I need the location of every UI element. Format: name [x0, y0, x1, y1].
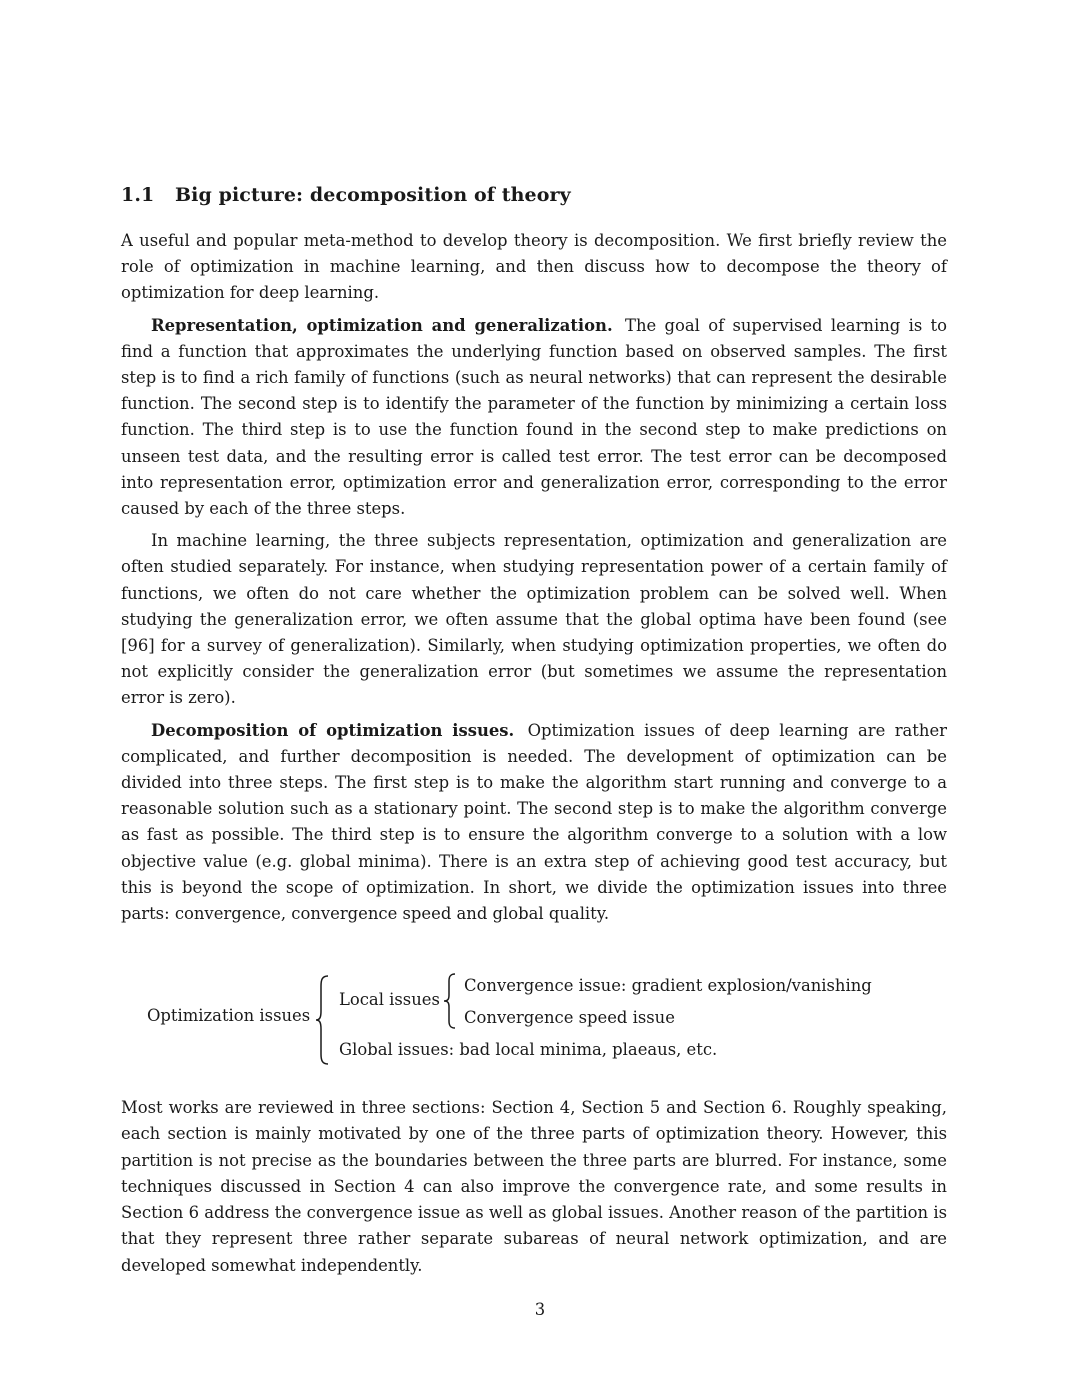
inner-brace: [442, 973, 458, 1029]
machine-learning-paragraph: In machine learning, the three subjects representation, optimization and generalization are often studied separately. For instance, when studying representation power of a certain family of functions, we often do not care whether the optimization problem can be solved well. When studying the generalization error, we often assume that the global optima have been found (see [96] for a survey of generalization). Similarly, when studying optimization properties, we often do not explicitly consider the generalization error (but sometimes we assume the representation error is zero).: [121, 531, 947, 708]
section-number: 1.1: [121, 184, 155, 206]
diagram-local-item-1: Convergence issue: gradient explosion/vanishing: [464, 976, 872, 996]
decomposition-paragraph: [121, 718, 947, 928]
decomposition-body: Optimization issues of deep learning are rather complicated, and further decomposition is needed. The development of optimization can be divided into three steps. The first step is to make the algorithm start running and converge to a reasonable solution such as a stationary point. The second step is to make the algorithm converge as fast as possible. The third step is to ensure the algorithm converge to a solution with a low objective value (e.g. global minima). There is an extra step of achieving good test accuracy, but this is beyond the scope of optimization. In short, we divide the optimization issues into three parts: convergence, convergence speed and global quality.: [121, 720, 947, 924]
diagram-global-label: Global issues: bad local minima, plaeaus, etc.: [339, 1040, 718, 1060]
representation-body: The goal of supervised learning is to find a function that approximates the underlying function based on observed samples. The first step is to find a rich family of functions (such as neural networks) that can represent the desirable function. The second step is to identify the parameter of the function by minimizing a certain loss function. The third step is to use the function found in the second step to make predictions on unseen test data, and the resulting error is called test error. The test error can be decomposed into representation error, optimization error and generalization error, corresponding to the error caused by each of the three steps.: [121, 315, 947, 519]
closing-paragraph: Most works are reviewed in three sections: Section 4, Section 5 and Section 6. Roughly speaking, each section is mainly motivated by one of the three parts of optimization theory. However, this partition is not precise as the boundaries between the three parts are blurred. For instance, some techniques discussed in Section 4 can also improve the convergence rate, and some results in Section 6 address the convergence issue as well as global issues. Another reason of the partition is that they represent three rather separate subareas of neural network optimization, and are developed somewhat independently.: [121, 1098, 947, 1275]
representation-paragraph: [121, 313, 947, 523]
outer-brace: [315, 975, 331, 1065]
representation-runin-heading: Representation, optimization and generalization.: [151, 315, 613, 335]
section-title: Big picture: decomposition of theory: [175, 184, 571, 206]
page-content: [121, 184, 947, 1285]
intro-paragraph: A useful and popular meta-method to develop theory is decomposition. We first briefly review the role of optimization in machine learning, and then discuss how to decompose the theory of optimization for deep learning.: [121, 231, 947, 303]
diagram-root-label: Optimization issues: [147, 1006, 311, 1026]
decomposition-runin-heading: Decomposition of optimization issues.: [151, 720, 515, 740]
diagram-local-label: Local issues: [339, 990, 440, 1010]
section-heading: [121, 184, 947, 206]
optimization-issues-diagram: [121, 975, 947, 1075]
diagram-local-item-2: Convergence speed issue: [464, 1008, 675, 1028]
page-number: 3: [534, 1300, 546, 1319]
